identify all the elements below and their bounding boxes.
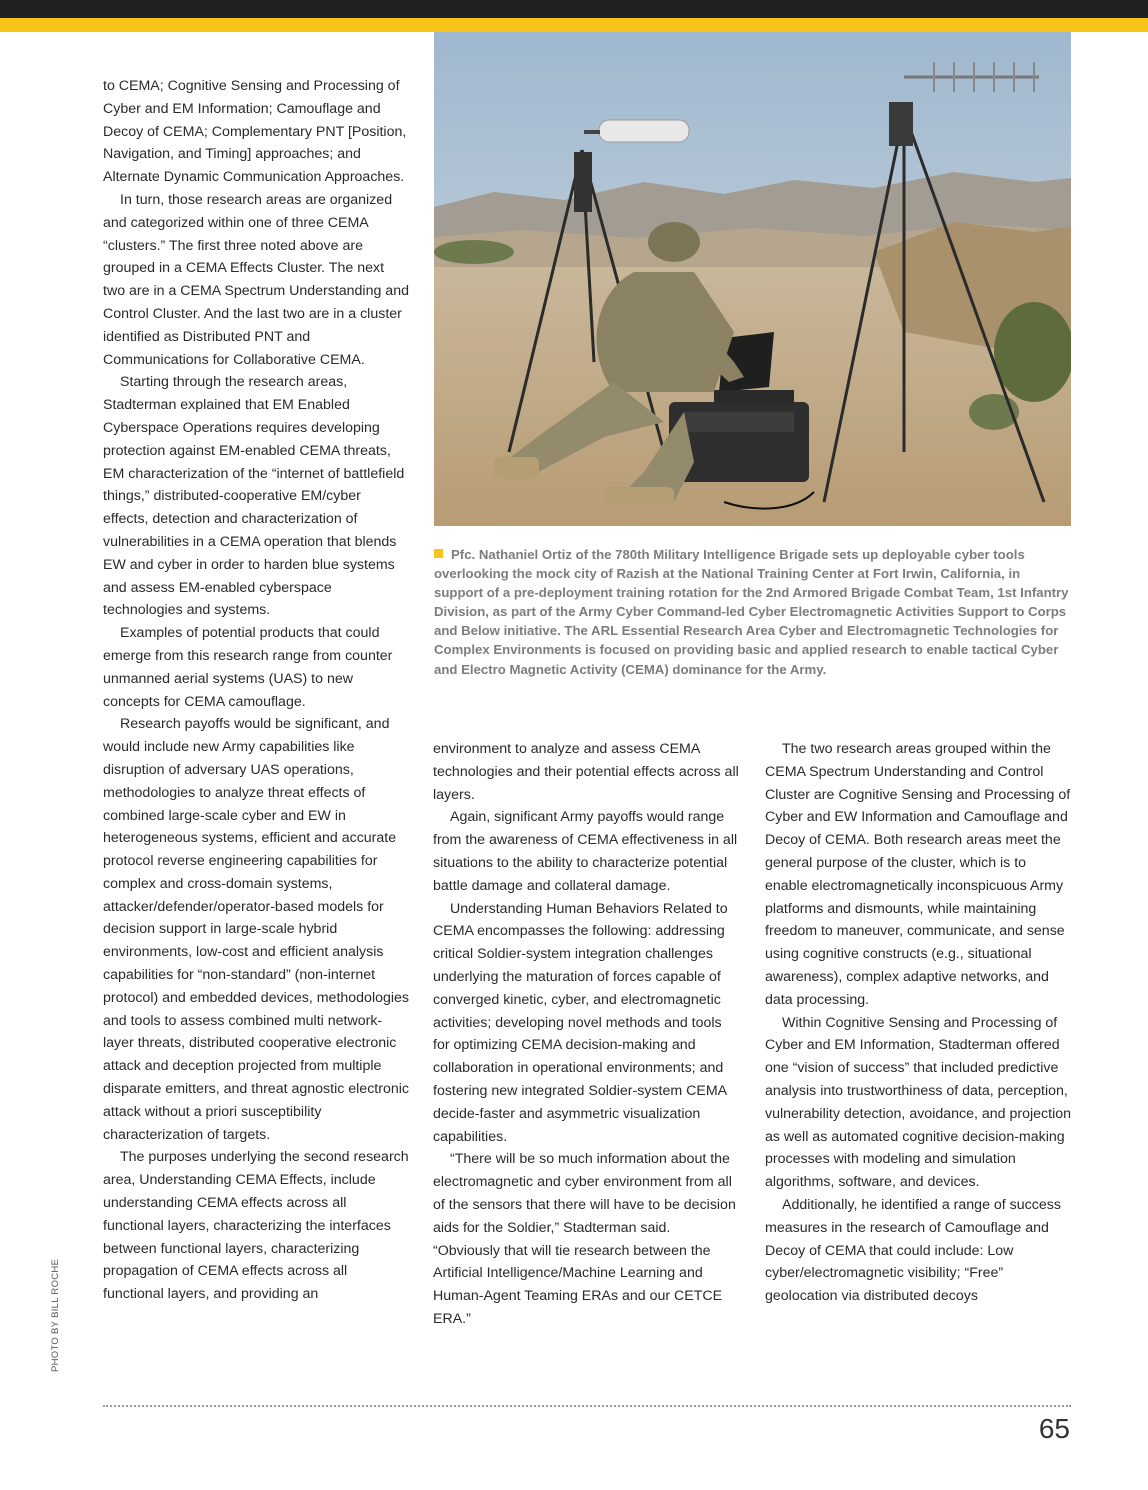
paragraph: Research payoffs would be significant, and would include new Army capabilities like disruption of adversary UAS operations, methodologies to analyze threat effects of combined large-scale cyber and EW in heterogeneous systems, efficient and accurate protocol reverse engineering capabilities for complex and cross-domain systems, attacker/defender/operator-based models for decision support in large-scale hybrid environments, low-cost and efficient analysis capabilities for “non-standard” (non-internet protocol) and embedded devices, methodologies and tools to assess combined multi network-layer threats, distributed cooperative electronic attack and deception projected from multiple disparate emitters, and threat agnostic electronic attack without a priori susceptibility characterization of targets. [103, 716, 410, 1143]
paragraph: Additionally, he identified a range of success measures in the research of Camouflage and Decoy of CEMA that could include: Low cyber/electromagnetic visibility; “Free” geolocation via distributed decoys [765, 1196, 1061, 1305]
paragraph: Starting through the research areas, Stadterman explained that EM Enabled Cyberspace Operations requires developing protection against EM-enabled CEMA threats, EM characterization of the “internet of battlefield things,” distributed-cooperative EM/cyber effects, detection and characterization of vulnerabilities in a CEMA operation that blends EW and cyber in order to harden blue systems and assess EM-enabled cyberspace technologies and systems. [103, 374, 405, 619]
footer-dotted-rule [103, 1405, 1071, 1407]
article-column-2 [433, 738, 739, 1331]
paragraph: Within Cognitive Sensing and Processing of Cyber and EM Information, Stadterman offered one “vision of success” that included predictive analysis into trustworthiness of data, perception, vulnerability detection, avoidance, and projection as well as automated cognitive decision-making processes with modeling and simulation algorithms, software, and devices. [765, 1014, 1072, 1191]
paragraph: Examples of potential products that could emerge from this research range from counter unmanned aerial systems (UAS) to new concepts for CEMA camouflage. [103, 625, 393, 710]
article-photo [434, 32, 1071, 526]
paragraph: Understanding Human Behaviors Related to CEMA encompasses the following: addressing critical Soldier-system integration challenges underlying the maturation of forces capable of converged kinetic, cyber, and electromagnetic activities; developing novel methods and tools for optimizing CEMA decision-making and collaboration in operational environments; and fostering new integrated Soldier-system CEMA decide-faster and asymmetric visualization capabilities. [433, 900, 728, 1145]
paragraph: The purposes underlying the second research area, Understanding CEMA Effects, include understanding CEMA effects across all functional layers, characterizing the interfaces between functional layers, characterizing propagation of CEMA effects across all functional layers, and providing an [103, 1149, 409, 1303]
article-column-3 [765, 738, 1071, 1308]
caption-text: Pfc. Nathaniel Ortiz of the 780th Military Intelligence Brigade sets up deployable cyber tools overlooking the mock city of Razish at the National Training Center at Fort Irwin, California, in support of a pre-deployment training rotation for the 2nd Armored Brigade Combat Team, 1st Infantry Division, as part of the Army Cyber Command-led Cyber Electromagnetic Activities Support to Corps and Below initiative. The ARL Essential Research Area Cyber and Electromagnetic Technologies for Complex Environments is focused on providing basic and applied research to enable tactical Cyber and Electro Magnetic Activity (CEMA) dominance for the Army. [434, 547, 1069, 677]
paragraph: environment to analyze and assess CEMA technologies and their potential effects across all layers. [433, 741, 739, 803]
paragraph: to CEMA; Cognitive Sensing and Processing of Cyber and EM Information; Camouflage and Decoy of CEMA; Complementary PNT [Position, Navigation, and Timing] approaches; and Alternate Dynamic Communication Approaches. [103, 78, 407, 186]
top-black-bar [0, 0, 1148, 18]
photo-credit: PHOTO BY BILL ROCHE [50, 1258, 61, 1372]
article-column-1 [103, 75, 409, 1306]
paragraph: “There will be so much information about the electromagnetic and cyber environment from all of the sensors that there will have to be decision aids for the Soldier,” Stadterman said. “Obviously that will tie research between the Artificial Intelligence/Machine Learning and Human-Agent Teaming ERAs and our CETCE ERA.” [433, 1151, 736, 1327]
photo-caption [434, 545, 1070, 679]
page-number: 65 [1038, 1413, 1070, 1444]
paragraph: Again, significant Army payoffs would range from the awareness of CEMA effectiveness in all situations to the ability to characterize potential battle damage and collateral damage. [433, 809, 738, 894]
caption-marker-icon [434, 549, 443, 558]
top-yellow-bar [0, 18, 1148, 32]
paragraph: In turn, those research areas are organized and categorized within one of three CEMA “clusters.” The first three noted above are grouped in a CEMA Effects Cluster. The next two are in a CEMA Spectrum Understanding and Control Cluster. And the last two are in a cluster identified as Distributed PNT and Communications for Collaborative CEMA. [103, 191, 409, 368]
paragraph: The two research areas grouped within the CEMA Spectrum Understanding and Control Cluster are Cognitive Sensing and Processing of Cyber and EW Information and Camouflage and Decoy of CEMA. Both research areas meet the general purpose of the cluster, which is to enable electromagnetically inconspicuous Army platforms and dismounts, while maintaining freedom to maneuver, communicate, and sense using cognitive constructs (e.g., situational awareness), complex adaptive networks, and data processing. [765, 741, 1071, 1008]
soldier-antenna-photo [434, 32, 1071, 526]
